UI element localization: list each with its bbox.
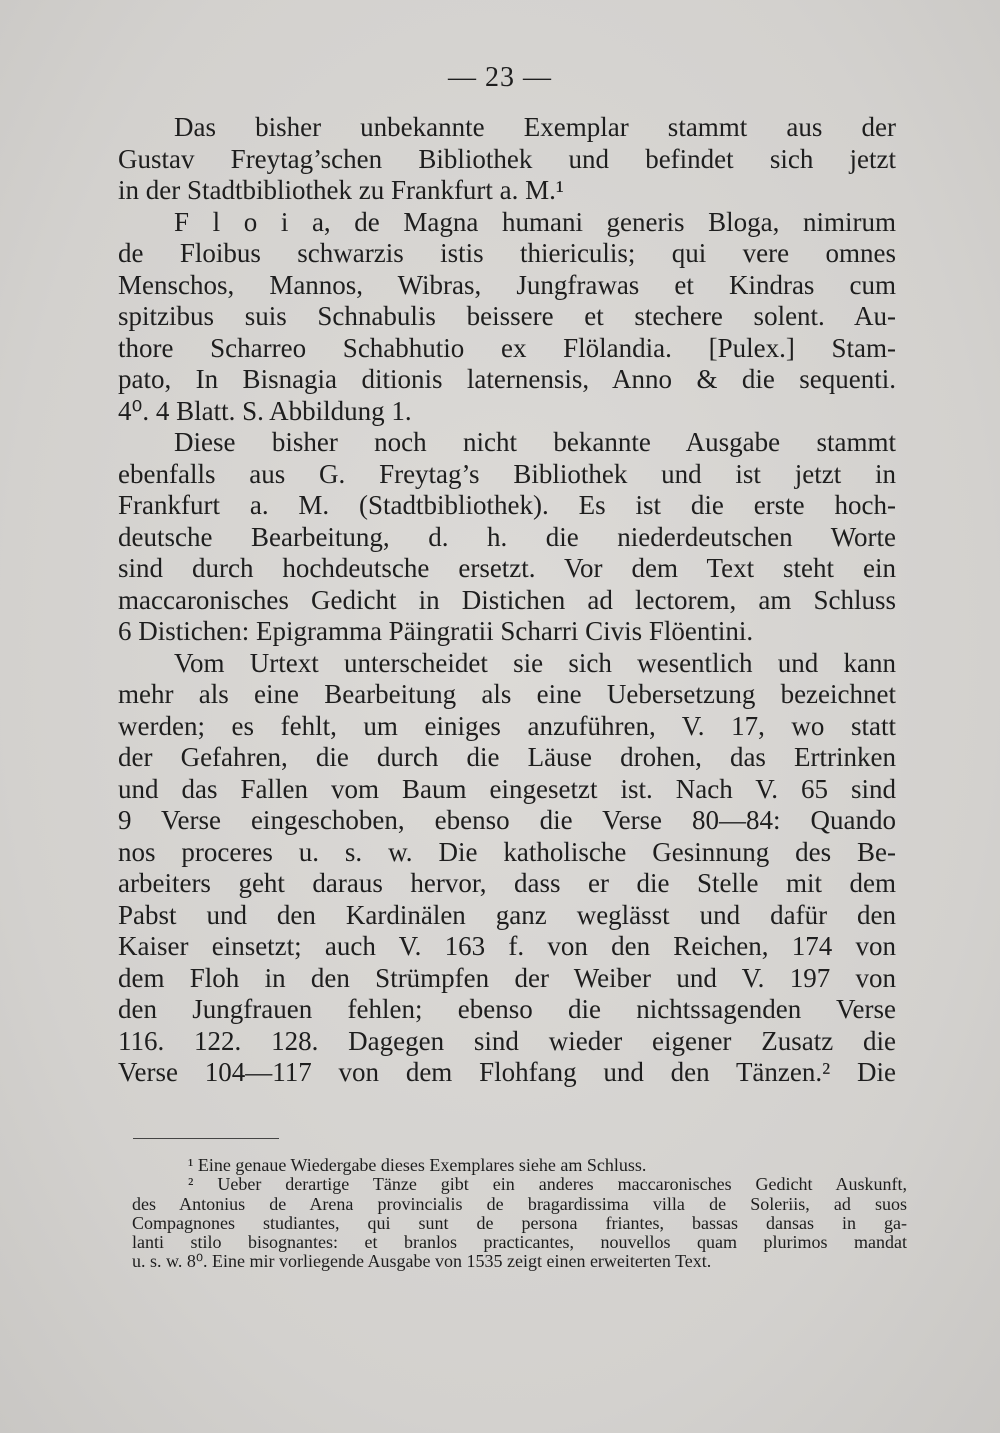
text-line: Verse 104—117 von dem Flohfang und den Tänzen.² Die	[118, 1057, 896, 1087]
text-line: pato, In Bisnagia ditionis laternensis, Anno & die sequenti.	[118, 364, 896, 394]
page-number: — 23 —	[448, 62, 552, 93]
text-line: in der Stadtbibliothek zu Frankfurt a. M.¹	[118, 175, 565, 205]
text-line: der Gefahren, die durch die Läuse drohen, das Ertrinken	[118, 742, 896, 772]
text-line: Pabst und den Kardinälen ganz weglässt und dafür den	[118, 899, 896, 930]
body-text	[118, 112, 896, 1089]
text-line: sind durch hochdeutsche ersetzt. Vor dem Text steht ein	[118, 553, 896, 583]
text-line: ebenfalls aus G. Freytag’s Bibliothek und ist jetzt in	[118, 458, 896, 489]
text-line: 9 Verse eingeschoben, ebenso die Verse 80—84: Quando	[118, 805, 896, 835]
text-line: dem Floh in den Strümpfen der Weiber und V. 197 von	[118, 962, 896, 993]
text-line: spitzibus suis Schnabulis beissere et stechere solent. Au-	[118, 301, 896, 331]
footnote-line: u. s. w. 8⁰. Eine mir vorliegende Ausgabe von 1535 zeigt einen erweiterten Text.	[132, 1251, 712, 1272]
text-line: werden; es fehlt, um einiges anzuführen, V. 17, wo statt	[118, 710, 896, 741]
text-line: nos proceres u. s. w. Die katholische Gesinnung des Be-	[118, 836, 896, 867]
text-line: und das Fallen vom Baum eingesetzt ist. Nach V. 65 sind	[118, 773, 896, 804]
text-line: 4⁰. 4 Blatt. S. Abbildung 1.	[118, 395, 412, 426]
text-line: maccaronisches Gedicht in Distichen ad lectorem, am Schluss	[118, 584, 896, 615]
footnotes	[132, 1156, 907, 1272]
footnote-line: lanti stilo bisognantes: et branlos practicantes, nouvellos quam plurimos mandat	[132, 1232, 907, 1253]
footnote-line: Compagnones studiantes, qui sunt de persona friantes, bassas dansas in ga-	[132, 1212, 907, 1233]
text-line: Diese bisher noch nicht bekannte Ausgabe stammt	[174, 427, 896, 457]
text-line: thore Scharreo Schabhutio ex Flölandia. [Pulex.] Stam-	[118, 332, 896, 363]
footnote-line: ² Ueber derartige Tänze gibt ein anderes maccaronisches Gedicht Auskunft,	[188, 1174, 907, 1195]
text-line: Gustav Freytag’schen Bibliothek und befindet sich jetzt	[118, 143, 896, 174]
footnote-separator	[133, 1138, 279, 1139]
text-line: mehr als eine Bearbeitung als eine Uebersetzung bezeichnet	[118, 679, 896, 709]
text-line: arbeiters geht daraus hervor, dass er die Stelle mit dem	[118, 868, 896, 898]
text-line: Das bisher unbekannte Exemplar stammt aus der	[174, 112, 896, 142]
text-line: den Jungfrauen fehlen; ebenso die nichtssagenden Verse	[118, 994, 896, 1024]
text-line: de Floibus schwarzis istis thiericulis; qui vere omnes	[118, 238, 896, 268]
text-line: 116. 122. 128. Dagegen sind wieder eigener Zusatz die	[118, 1025, 896, 1056]
text-line: Vom Urtext unterscheidet sie sich wesentlich und kann	[174, 647, 896, 678]
text-line: Frankfurt a. M. (Stadtbibliothek). Es ist die erste hoch-	[118, 490, 896, 520]
text-line: deutsche Bearbeitung, d. h. die niederdeutschen Worte	[118, 521, 896, 552]
text-line: Menschos, Mannos, Wibras, Jungfrawas et Kindras cum	[118, 269, 896, 300]
footnote-line: ¹ Eine genaue Wiedergabe dieses Exemplares siehe am Schluss.	[188, 1155, 647, 1175]
footnote-line: des Antonius de Arena provincialis de bragardissima villa de Soleriis, ad suos	[132, 1193, 907, 1214]
text-line: Kaiser einsetzt; auch V. 163 f. von den Reichen, 174 von	[118, 931, 896, 961]
text-line: 6 Distichen: Epigramma Päingratii Scharri Civis Flöentini.	[118, 616, 754, 646]
text-line: F l o i a, de Magna humani generis Bloga, nimirum	[174, 206, 896, 237]
